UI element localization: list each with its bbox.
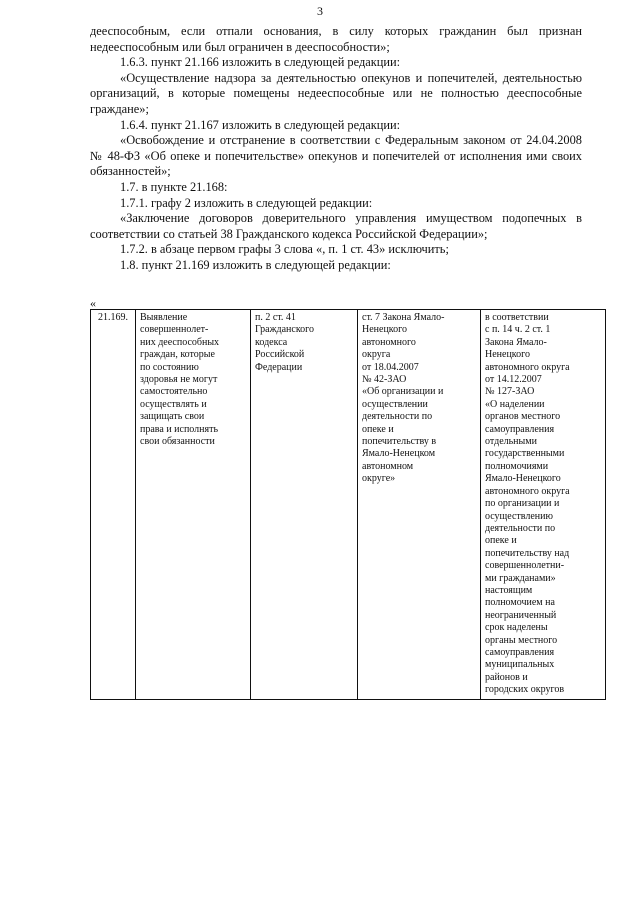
cell-line: ст. 7 Закона Ямало- <box>362 312 445 323</box>
cell-line: совершеннолетни- <box>485 560 565 572</box>
cell-line: Выявление <box>140 312 188 323</box>
cell-line: по организации и <box>485 498 560 510</box>
cell-line: настоящим <box>485 584 533 596</box>
cell-line: самостоятельно <box>140 386 208 398</box>
regional-law-reference-cell <box>358 310 481 700</box>
cell-line: округе» <box>362 473 396 485</box>
cell-line: самоуправления <box>485 646 555 658</box>
powers-description-cell <box>136 310 251 700</box>
cell-line: «Об организации и <box>362 386 444 398</box>
cell-line: самоуправления <box>485 423 555 435</box>
cell-line: государственными <box>485 448 565 460</box>
paragraph: дееспособным, если отпали основания, в силу которых гражданин был признан недееспособным или был ограничен в дееспособности»; <box>90 24 582 54</box>
paragraph: «Освобождение и отстранение в соответствии с Федеральным законом от 24.04.2008 № 48-ФЗ «Об опеке и попечительстве» опекунов и попечителей от исполнения ими своих обязанностей»; <box>90 133 582 179</box>
municipal-powers-cell <box>481 310 606 700</box>
cell-line: граждан, которые <box>140 349 215 361</box>
cell-line: здоровья не могут <box>140 374 218 386</box>
cell-line: попечительству в <box>362 436 437 448</box>
cell-line: срок наделены <box>485 622 548 634</box>
cell-line: них дееспособных <box>140 336 220 348</box>
cell-line: от 14.12.2007 <box>485 374 542 386</box>
paragraph: 1.8. пункт 21.169 изложить в следующей редакции: <box>120 257 391 272</box>
cell-line: осуществлять и <box>140 398 207 410</box>
cell-line: округа <box>362 349 391 361</box>
cell-line: «О наделении <box>485 398 545 410</box>
cell-line: автономном <box>362 460 414 472</box>
cell-line: городских округов <box>485 684 565 696</box>
cell-line: Российской <box>255 349 305 361</box>
paragraph: 1.7.2. в абзаце первом графы 3 слова «, п. 1 ст. 43» исключить; <box>120 242 449 257</box>
amendment-table <box>90 309 606 700</box>
cell-line: опеке и <box>485 535 517 547</box>
document-body <box>90 24 582 274</box>
cell-line: полномочием на <box>485 597 555 609</box>
cell-line: права и исполнять <box>140 423 219 435</box>
cell-line: Гражданского <box>255 324 315 336</box>
cell-line: отдельными <box>485 436 537 448</box>
cell-line: деятельности по <box>362 411 433 423</box>
cell-line: районов и <box>485 671 528 683</box>
cell-line: совершеннолет- <box>140 324 209 336</box>
cell-line: автономного <box>362 336 416 348</box>
cell-line: от 18.04.2007 <box>362 361 419 373</box>
cell-line: полномочиями <box>485 460 549 472</box>
cell-line: Ямало-Ненецкого <box>485 473 561 485</box>
cell-line: Ямало-Ненецком <box>362 448 436 460</box>
paragraph: 1.7. в пункте 21.168: <box>120 179 228 194</box>
cell-line: автономного округа <box>485 485 570 497</box>
paragraph: 1.6.4. пункт 21.167 изложить в следующей редакции: <box>120 117 401 132</box>
cell-line: ми гражданами» <box>485 572 556 584</box>
cell-line: кодекса <box>255 336 288 348</box>
table-row <box>91 310 606 700</box>
cell-line: № 127-ЗАО <box>485 386 535 398</box>
paragraph: «Заключение договоров доверительного управления имуществом подопечных в соответствии со статьей 38 Гражданского кодекса Российской Федерации»; <box>90 211 582 241</box>
cell-line: неограниченный <box>485 609 557 621</box>
cell-line: Ненецкого <box>362 324 408 336</box>
cell-line: в соответствии <box>485 312 549 323</box>
cell-line: осуществлению <box>485 510 553 522</box>
cell-line: п. 2 ст. 41 <box>255 312 296 323</box>
cell-line: осуществлении <box>362 398 428 410</box>
cell-line: муниципальных <box>485 659 555 671</box>
cell-line: по состоянию <box>140 361 199 373</box>
cell-line: деятельности по <box>485 522 556 534</box>
cell-line: Закона Ямало- <box>485 336 547 348</box>
cell-line: Ненецкого <box>485 349 531 361</box>
cell-line: с п. 14 ч. 2 ст. 1 <box>485 324 551 336</box>
cell-line: автономного округа <box>485 361 570 373</box>
cell-line: Федерации <box>255 361 303 373</box>
cell-line: попечительству над <box>485 547 570 559</box>
cell-line: опеке и <box>362 423 394 435</box>
federal-law-reference-cell <box>251 310 358 700</box>
row-number-cell: 21.169. <box>91 310 136 700</box>
paragraph: «Осуществление надзора за деятельностью опекунов и попечителей, деятельностью организаций, в которые помещены недееспособные или не полностью дееспособные граждане»; <box>90 70 582 116</box>
cell-line: свои обязанности <box>140 436 215 448</box>
paragraph: 1.6.3. пункт 21.166 изложить в следующей редакции: <box>120 55 401 70</box>
cell-line: № 42-ЗАО <box>362 374 407 386</box>
paragraph: 1.7.1. графу 2 изложить в следующей редакции: <box>120 195 373 210</box>
page-number: 3 <box>317 4 323 18</box>
cell-line: органы местного <box>485 634 558 646</box>
opening-quote-mark: « <box>90 296 96 310</box>
cell-line: защищать свои <box>140 411 205 423</box>
cell-line: органов местного <box>485 411 561 423</box>
